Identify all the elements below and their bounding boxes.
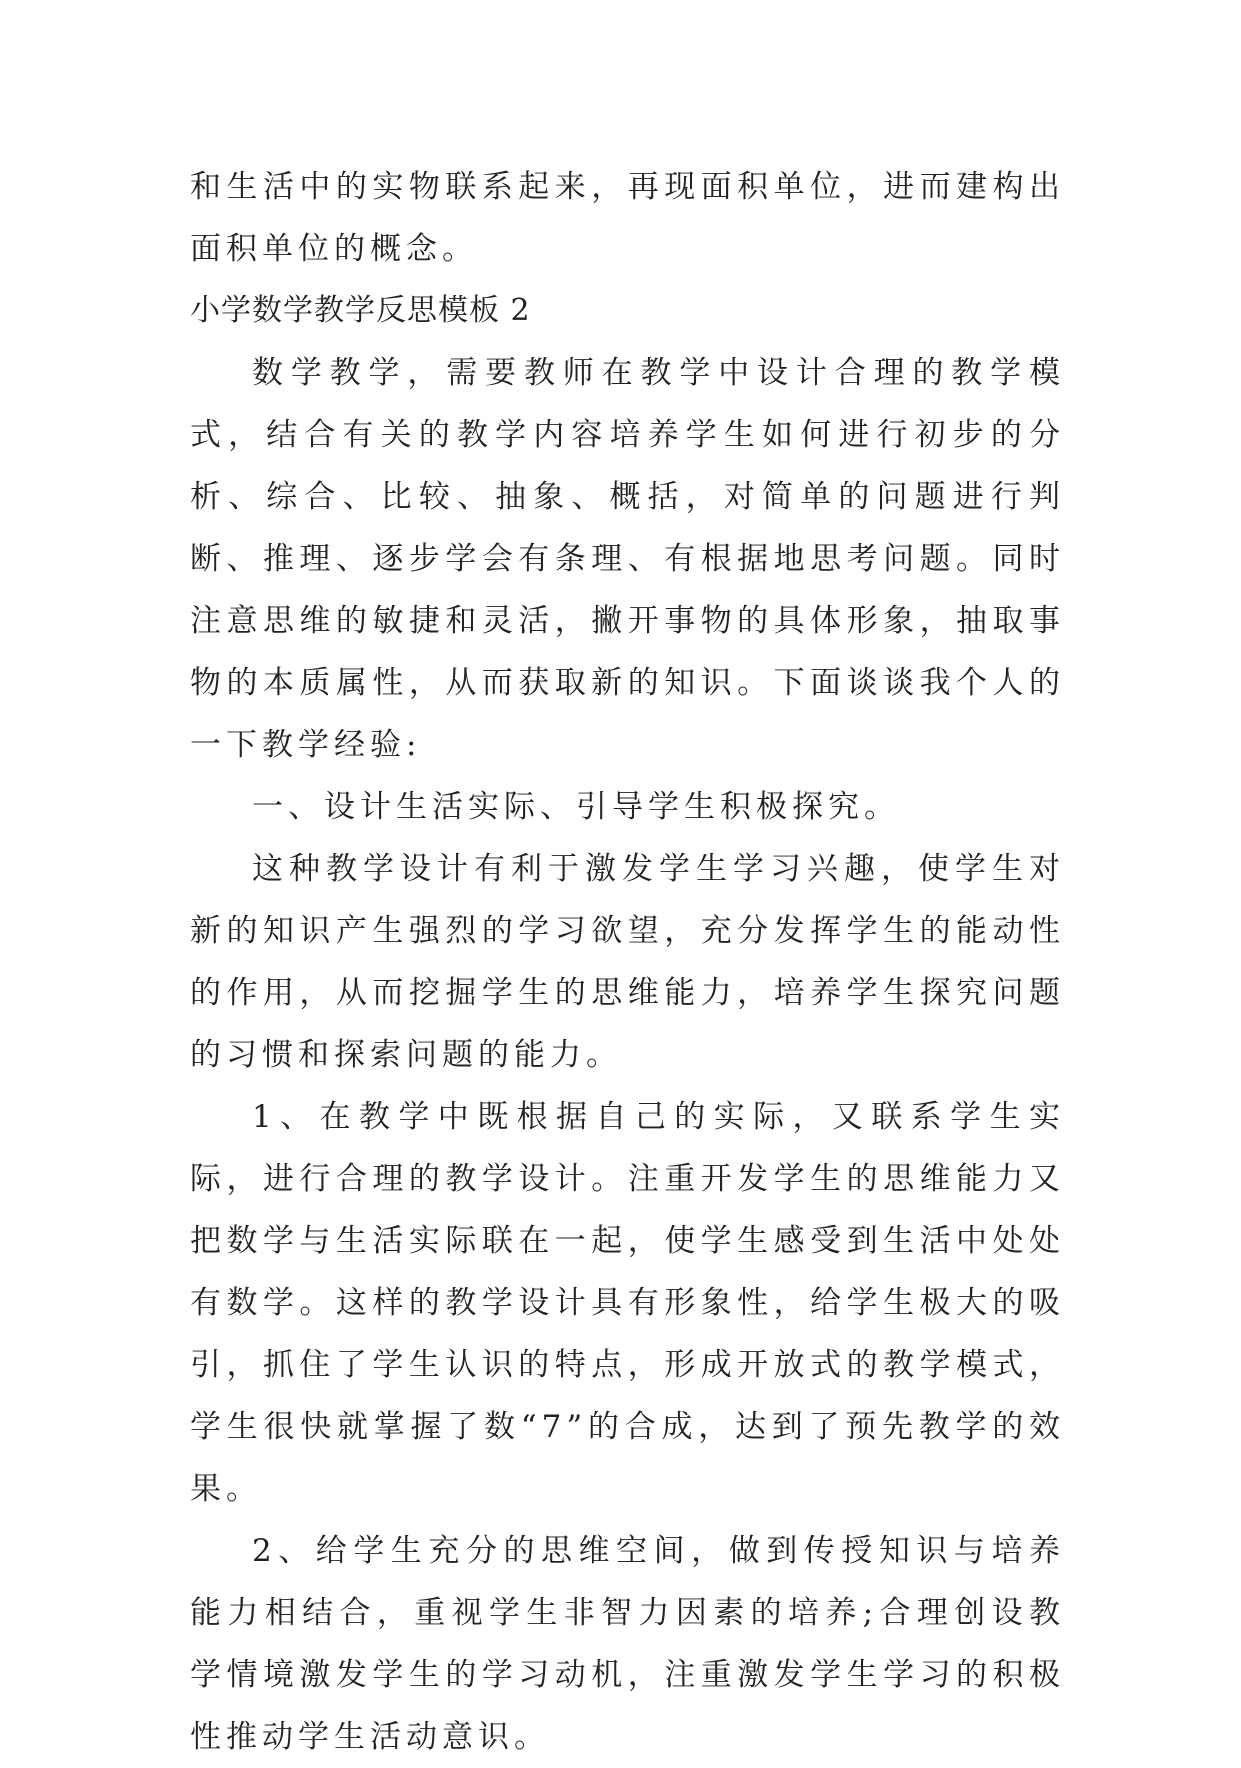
section-heading: 小学数学教学反思模板 2 (190, 293, 531, 328)
paragraph-item-1: 1、在教学中既根据自己的实际，又联系学生实际，进行合理的教学设计。注重开发学生的思维能力又把数学与生活实际联在一起，使学生感受到生活中处处有数学。这样的教学设计具有形象性，给学生极大的吸引，抓住了学生认识的特点，形成开放式的教学模式，学生很快就掌握了数“7”的合成，达到了预先教学的效果。 (190, 1099, 1065, 1507)
paragraph-design-benefit: 这种教学设计有利于激发学生学习兴趣，使学生对新的知识产生强烈的学习欲望，充分发挥学生的能动性的作用，从而挖掘学生的思维能力，培养学生探究问题的习惯和探索问题的能力。 (190, 851, 1065, 1073)
paragraph-point-one: 一、设计生活实际、引导学生积极探究。 (252, 789, 900, 825)
paragraph-continuation: 和生活中的实物联系起来，再现面积单位，进而建构出面积单位的概念。 (190, 169, 1065, 267)
paragraph-intro: 数学教学，需要教师在教学中设计合理的教学模式，结合有关的教学内容培养学生如何进行初步的分析、综合、比较、抽象、概括，对简单的问题进行判断、推理、逐步学会有条理、有根据地思考问题。同时注意思维的敏捷和灵活，撇开事物的具体形象，抽取事物的本质属性，从而获取新的知识。下面谈谈我个人的一下教学经验: (190, 355, 1065, 763)
paragraph-item-2: 2、给学生充分的思维空间，做到传授知识与培养能力相结合，重视学生非智力因素的培养;合理创设教学情境激发学生的学习动机，注重激发学生学习的积极性推动学生活动意识。 (190, 1533, 1065, 1755)
document-body (190, 156, 1065, 1768)
